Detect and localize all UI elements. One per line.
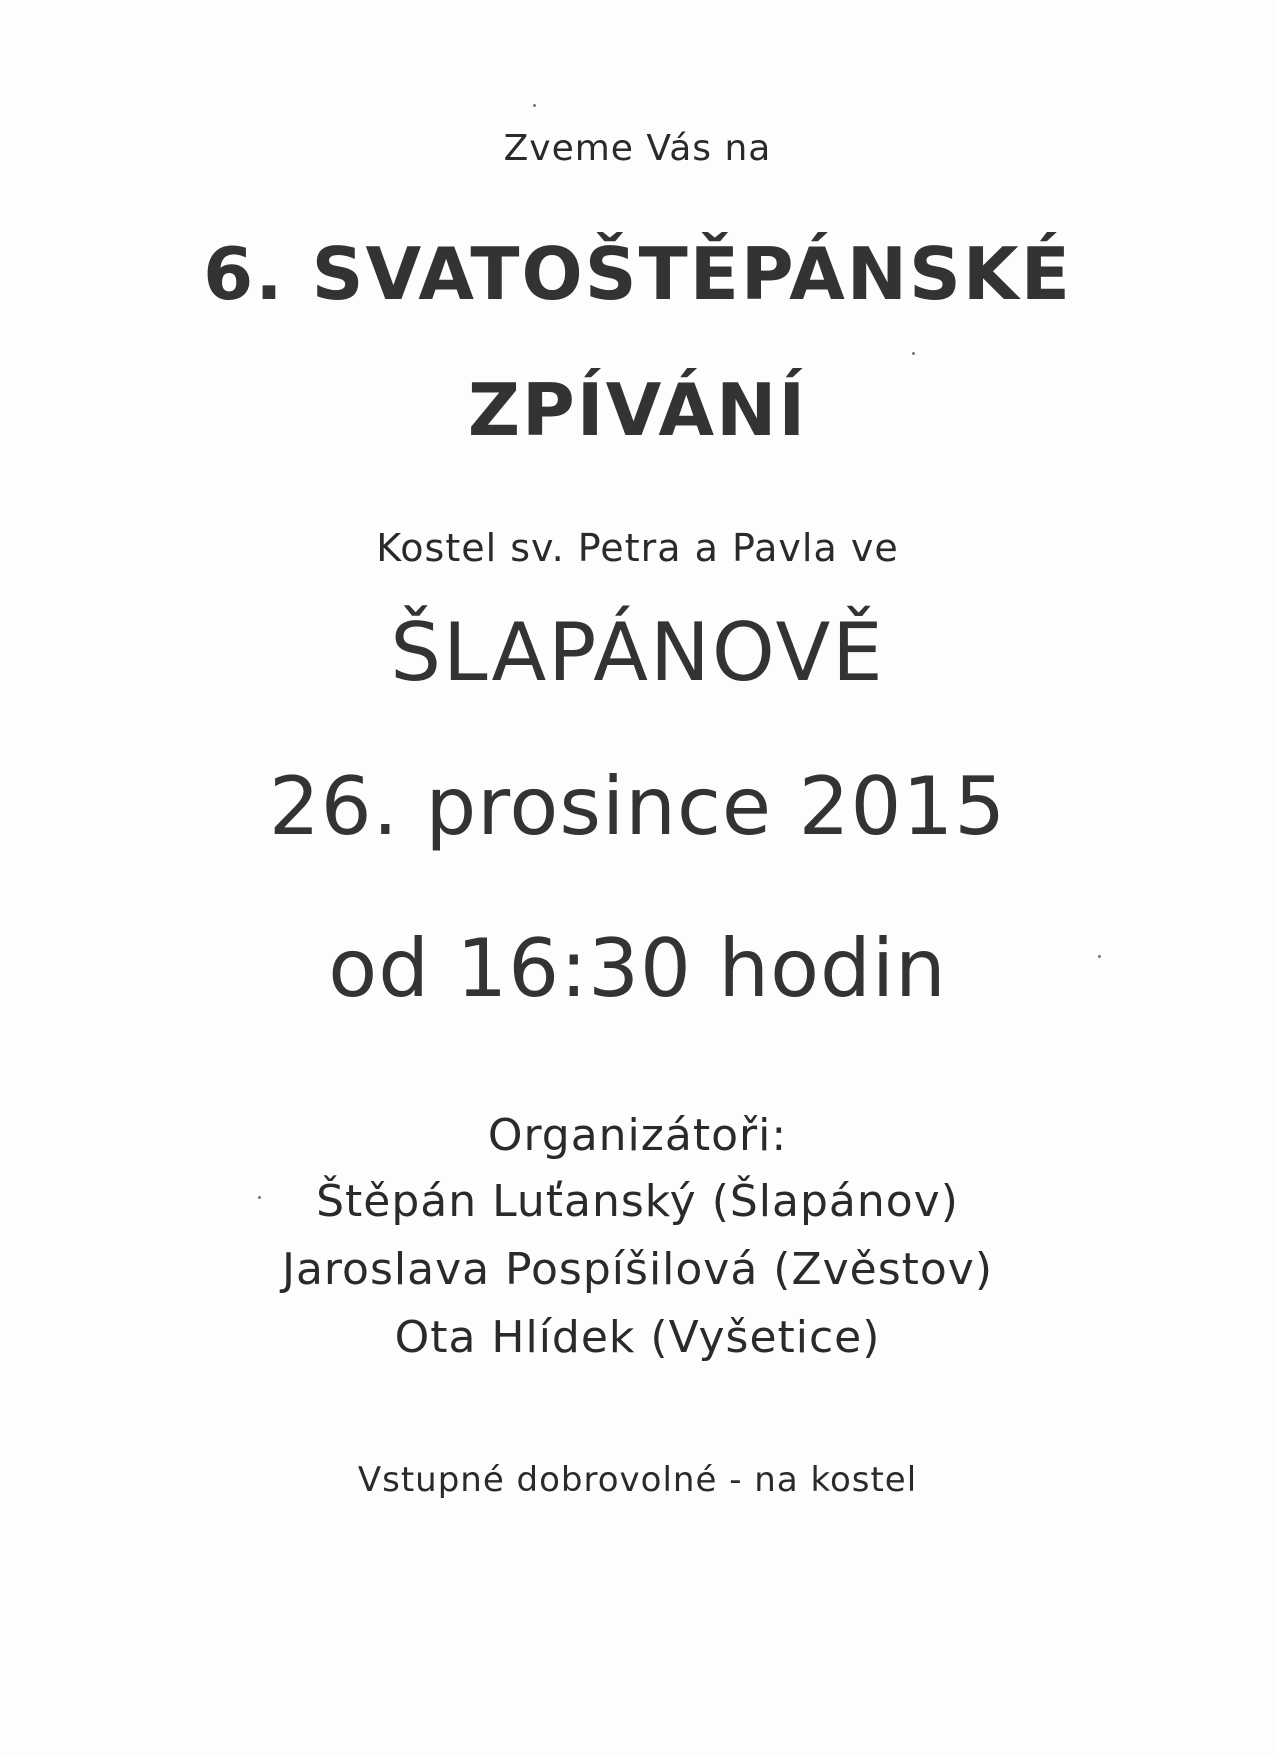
scan-speck (912, 352, 915, 355)
scan-speck (258, 1196, 261, 1199)
event-date: 26. prosince 2015 (268, 760, 1007, 853)
town-name: ŠLAPÁNOVĚ (390, 606, 885, 699)
scan-speck (1098, 955, 1101, 958)
organizer-item: Jaroslava Pospíšilová (Zvěstov) (281, 1244, 994, 1295)
invite-line: Zveme Vás na (503, 128, 772, 169)
entry-note: Vstupné dobrovolné - na kostel (357, 1460, 918, 1500)
scan-speck (533, 104, 536, 107)
organizers-label: Organizátoři: (487, 1110, 788, 1161)
venue-line: Kostel sv. Petra a Pavla ve (376, 526, 899, 570)
organizer-item: Ota Hlídek (Vyšetice) (394, 1312, 881, 1363)
event-title-line-1: 6. SVATOŠTĚPÁNSKÉ (203, 232, 1072, 316)
event-time: od 16:30 hodin (328, 922, 947, 1015)
event-title-line-2: ZPÍVÁNÍ (467, 368, 808, 452)
organizer-item: Štěpán Luťanský (Šlapánov) (316, 1176, 959, 1227)
